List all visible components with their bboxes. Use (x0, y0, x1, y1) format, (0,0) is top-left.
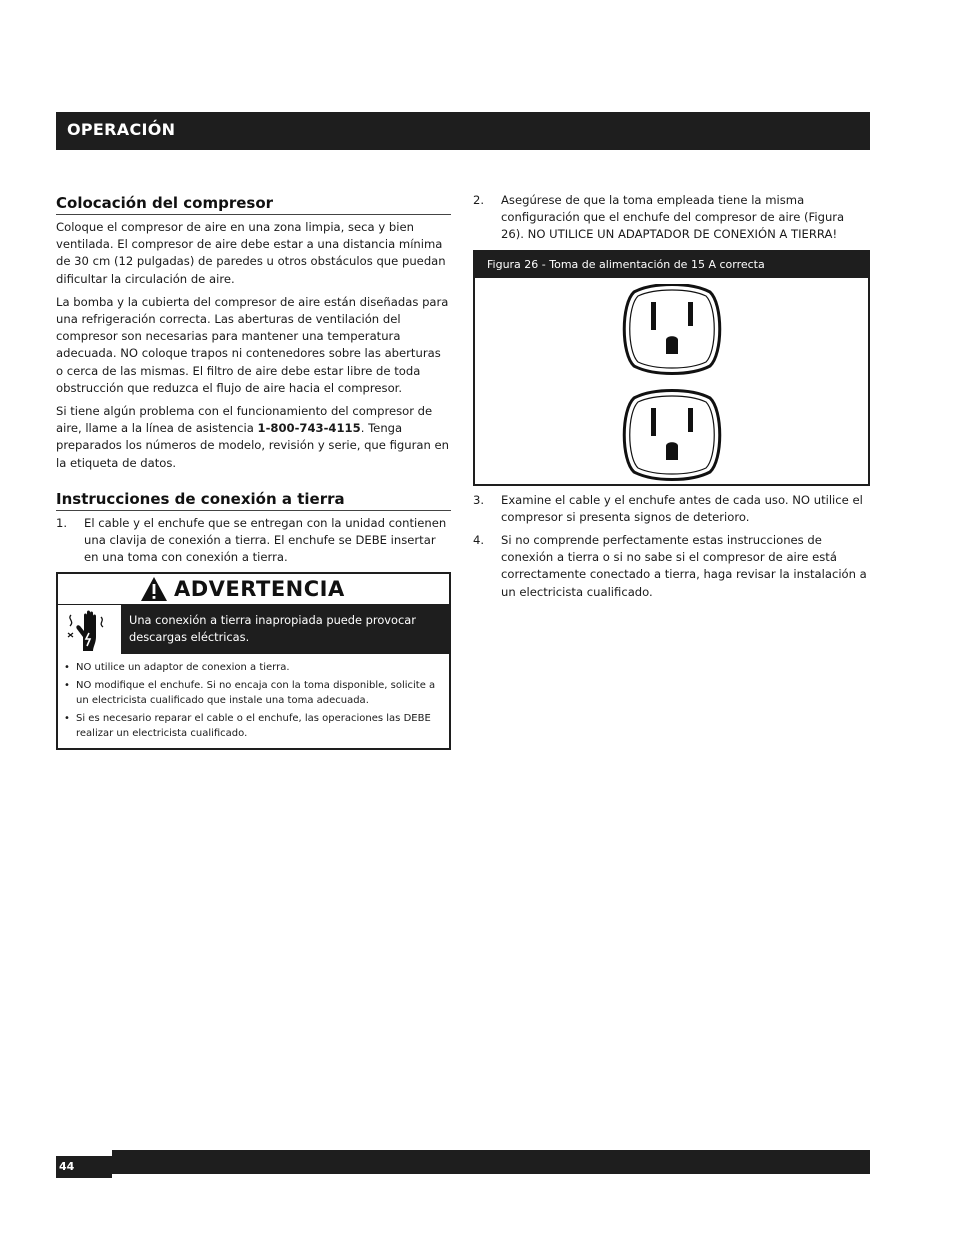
page-number-box (56, 1156, 112, 1178)
bullet-char: • (64, 713, 70, 725)
list-item-text: El cable y el enchufe que se entregan con la unidad contienen una clavija de conexión a tierra. El enchufe se DEBE insertar en una toma con conexión a tierra. (84, 515, 447, 565)
warning-message-band (58, 604, 449, 654)
warning-bullet-text: NO utilice un adaptor de conexion a tierra. (76, 662, 290, 674)
list-item-number: 4. (473, 533, 485, 548)
list-item (473, 192, 870, 244)
list-item (473, 532, 870, 601)
section-title: OPERACIÓN (67, 120, 176, 139)
support-text-before: Si tiene algún problema con el funcionamiento del compresor de aire, llame a la línea de asistencia (56, 404, 433, 436)
warning-triangle-icon (140, 576, 168, 602)
list-item-text: Si no comprende perfectamente estas instrucciones de conexión a tierra o si no sabe si el compresor de aire está correctamente conectado a tierra, haga revisar la instalación a un electricista cualificado. (501, 533, 867, 599)
list-item-number: 3. (473, 492, 485, 507)
bullet-char: • (64, 662, 70, 674)
warning-box (56, 572, 451, 750)
figure-26 (473, 250, 870, 486)
warning-bullet-text: Si es necesario reparar el cable o el enchufe, las operaciones las DEBE realizar un electricista cualificado. (76, 713, 431, 740)
page-number: 44 (59, 1160, 75, 1173)
list-item (473, 492, 870, 526)
paragraph-ventilation: La bomba y la cubierta del compresor de aire están diseñadas para una refrigeración correcta. Las aberturas de ventilación del compresor son necesarias para mantener una temperatura adecuada. NO coloque trapos ni contenedores sobre las aberturas o cerca de las mismas. El filtro de aire debe estar libre de toda obstrucción que reduzca el flujo de aire hacia el compresor. (56, 294, 449, 395)
list-item-number: 2. (473, 193, 485, 207)
list-item (56, 515, 451, 567)
list-item-text: Examine el cable y el enchufe antes de cada uso. NO utilice el compresor si presenta signos de deterioro. (501, 492, 863, 524)
support-phone-number: 1-800-743-4115 (257, 421, 361, 436)
paragraph-support (56, 403, 451, 472)
warning-message: Una conexión a tierra inapropiada puede provocar descargas eléctricas. (121, 605, 449, 654)
warning-bullet (62, 660, 443, 675)
electric-shock-hand-icon (65, 607, 115, 653)
figure-caption: Figura 26 - Toma de alimentación de 15 A correcta (475, 252, 868, 278)
electric-shock-icon-box (58, 605, 121, 654)
grounded-outlet-illustration (617, 284, 727, 484)
warning-bullet (62, 711, 443, 741)
heading-compressor-placement: Colocación del compresor (56, 194, 451, 215)
warning-bullet-text: NO modifique el enchufe. Si no encaja con la toma disponible, solicite a un electricista cualificado que instale una toma adecuada. (76, 680, 436, 707)
bullet-char: • (64, 680, 70, 692)
paragraph-placement: Coloque el compresor de aire en una zona limpia, seca y bien ventilada. El compresor de aire debe estar a una distancia mínima de 30 cm (12 pulgadas) de paredes u otros obstáculos que puedan dificultar la circulación de aire. (56, 220, 446, 286)
section-header-bar (56, 112, 870, 150)
support-text-after: . Tenga preparados los números de modelo, revisión y serie, que figuran en la etiqueta de datos. (56, 421, 449, 470)
warning-bullet-list (58, 654, 449, 748)
warning-title: ADVERTENCIA (174, 577, 345, 602)
left-column (56, 194, 451, 750)
warning-bullet (62, 678, 443, 708)
outlet-receptacle-bottom (624, 390, 720, 479)
footer-bar (112, 1150, 870, 1174)
outlet-receptacle-top (624, 284, 720, 373)
right-column (473, 192, 870, 607)
list-item-text: Asegúrese de que la toma empleada tiene la misma configuración que el enchufe del compresor de aire (Figura 26). NO UTILICE UN ADAPTADOR DE CONEXIÓN A TIERRA! (501, 193, 845, 242)
heading-grounding-instructions: Instrucciones de conexión a tierra (56, 490, 451, 511)
warning-header (58, 574, 449, 604)
list-item-number: 1. (56, 515, 68, 530)
